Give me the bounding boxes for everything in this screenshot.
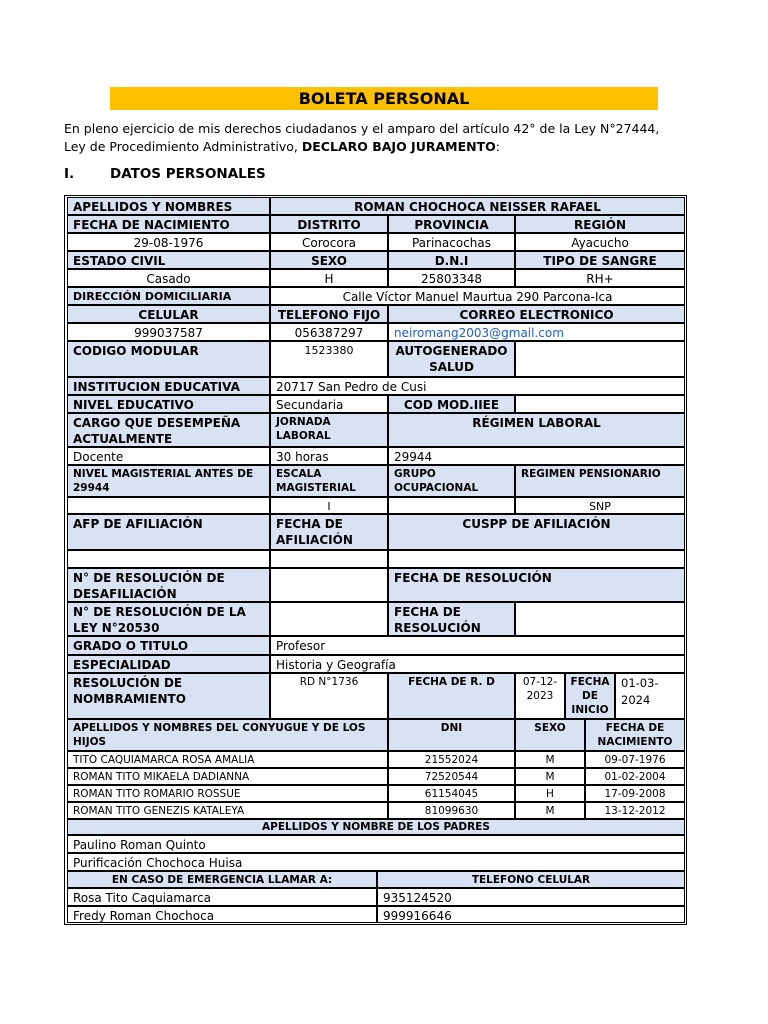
label-regimen-laboral: RÉGIMEN LABORAL bbox=[388, 413, 685, 447]
label-cod-mod-iiee: COD MOD.IIEE bbox=[388, 395, 515, 413]
familia-nombre: ROMAN TITO ROMARIO ROSSUE bbox=[67, 785, 388, 802]
label-grado: GRADO O TITULO bbox=[67, 636, 270, 655]
label-provincia: PROVINCIA bbox=[388, 215, 515, 233]
value-fecha-nac: 29-08-1976 bbox=[67, 233, 270, 251]
label-estado-civil: ESTADO CIVIL bbox=[67, 251, 270, 269]
value-tipo-sangre: RH+ bbox=[515, 269, 685, 287]
familia-sexo: H bbox=[515, 785, 585, 802]
value-cod-mod-iiee bbox=[515, 395, 685, 413]
label-res-desafiliacion: N° DE RESOLUCIÓN DE DESAFILIACIÓN bbox=[67, 568, 270, 602]
value-cuspp bbox=[388, 550, 685, 568]
familia-nombre: ROMAN TITO MIKAELA DADIANNA bbox=[67, 768, 388, 785]
value-apellidos: ROMAN CHOCHOCA NEISSER RAFAEL bbox=[270, 197, 685, 215]
value-afp bbox=[67, 550, 270, 568]
value-fecha-inicio: 01-03-2024 bbox=[615, 673, 685, 719]
value-estado-civil: Casado bbox=[67, 269, 270, 287]
value-jornada: 30 horas bbox=[270, 447, 388, 465]
label-sexo: SEXO bbox=[270, 251, 388, 269]
section-title: DATOS PERSONALES bbox=[110, 166, 266, 182]
label-emergencia: EN CASO DE EMERGENCIA LLAMAR A: bbox=[67, 871, 377, 888]
emergencia-nombre: Fredy Roman Chochoca bbox=[67, 906, 377, 923]
label-tipo-sangre: TIPO DE SANGRE bbox=[515, 251, 685, 269]
emergencia-nombre: Rosa Tito Caquiamarca bbox=[67, 888, 377, 906]
label-fecha-resolucion: FECHA DE RESOLUCIÓN bbox=[388, 568, 685, 602]
label-apellidos: APELLIDOS Y NOMBRES bbox=[67, 197, 270, 215]
label-fam-fecha: FECHA DE NACIMIENTO bbox=[585, 719, 685, 751]
label-institucion: INSTITUCION EDUCATIVA bbox=[67, 377, 270, 395]
value-institucion: 20717 San Pedro de Cusi bbox=[270, 377, 685, 395]
familia-dni: 61154045 bbox=[388, 785, 515, 802]
label-nivel-magisterial: NIVEL MAGISTERIAL ANTES DE 29944 bbox=[67, 465, 270, 497]
page-title: BOLETA PERSONAL bbox=[110, 87, 658, 110]
label-codigo-modular: CODIGO MODULAR bbox=[67, 341, 270, 377]
label-fecha-nac: FECHA DE NACIMIENTO bbox=[67, 215, 270, 233]
label-direccion: DIRECCIÓN DOMICILIARIA bbox=[67, 287, 270, 305]
value-res-nombramiento: RD N°1736 bbox=[270, 673, 388, 719]
value-especialidad: Historia y Geografía bbox=[270, 655, 685, 673]
value-res-ley bbox=[270, 602, 388, 636]
familia-fecha: 09-07-1976 bbox=[585, 751, 685, 768]
familia-sexo: M bbox=[515, 768, 585, 785]
value-provincia: Parinacochas bbox=[388, 233, 515, 251]
value-celular: 999037587 bbox=[67, 323, 270, 341]
label-cargo: CARGO QUE DESEMPEÑA ACTUALMENTE bbox=[67, 413, 270, 447]
label-celular: CELULAR bbox=[67, 305, 270, 323]
label-familia: APELLIDOS Y NOMBRES DEL CONYUGUE Y DE LOS HIJOS bbox=[67, 719, 388, 751]
section-number: I. bbox=[64, 166, 75, 182]
label-telefono-fijo: TELEFONO FIJO bbox=[270, 305, 388, 323]
familia-sexo: M bbox=[515, 802, 585, 819]
value-codigo-modular: 1523380 bbox=[270, 341, 388, 377]
label-tel-celular: TELEFONO CELULAR bbox=[377, 871, 685, 888]
value-region: Ayacucho bbox=[515, 233, 685, 251]
label-res-nombramiento: RESOLUCIÓN DE NOMBRAMIENTO bbox=[67, 673, 270, 719]
value-dni: 25803348 bbox=[388, 269, 515, 287]
familia-fecha: 01-02-2004 bbox=[585, 768, 685, 785]
value-escala: I bbox=[270, 497, 388, 514]
value-fecha-de-resolucion bbox=[515, 602, 685, 636]
value-autogenerado bbox=[515, 341, 685, 377]
familia-dni: 72520544 bbox=[388, 768, 515, 785]
value-nivel-magisterial bbox=[67, 497, 270, 514]
value-correo-link[interactable]: neiromang2003@gmail.com bbox=[388, 323, 685, 341]
familia-dni: 21552024 bbox=[388, 751, 515, 768]
familia-fecha: 17-09-2008 bbox=[585, 785, 685, 802]
intro-bold: DECLARO BAJO JURAMENTO bbox=[301, 139, 496, 154]
label-fecha-rd: FECHA DE R. D bbox=[388, 673, 515, 719]
label-fecha-inicio: FECHA DE INICIO bbox=[565, 673, 615, 719]
value-direccion: Calle Víctor Manuel Maurtua 290 Parcona-Ica bbox=[270, 287, 685, 305]
value-telefono-fijo: 056387297 bbox=[270, 323, 388, 341]
familia-nombre: ROMAN TITO GENEZIS KATALEYA bbox=[67, 802, 388, 819]
label-dni: D.N.I bbox=[388, 251, 515, 269]
familia-dni: 81099630 bbox=[388, 802, 515, 819]
label-escala: ESCALA MAGISTERIAL bbox=[270, 465, 388, 497]
label-autogenerado: AUTOGENERADO SALUD bbox=[388, 341, 515, 377]
emergencia-telefono: 999916646 bbox=[377, 906, 685, 923]
value-sexo: H bbox=[270, 269, 388, 287]
intro-text: En pleno ejercicio de mis derechos ciudadanos y el amparo del artículo 42° de la Ley N°27444, Ley de Procedimiento Administrativo, bbox=[64, 121, 660, 154]
label-afp: AFP DE AFILIACIÓN bbox=[67, 514, 270, 550]
familia-sexo: M bbox=[515, 751, 585, 768]
label-distrito: DISTRITO bbox=[270, 215, 388, 233]
label-fam-sexo: SEXO bbox=[515, 719, 585, 751]
label-cuspp: CUSPP DE AFILIACIÓN bbox=[388, 514, 685, 550]
padre-nombre: Paulino Roman Quinto bbox=[67, 835, 685, 853]
label-correo: CORREO ELECTRONICO bbox=[388, 305, 685, 323]
value-regimen-laboral: 29944 bbox=[388, 447, 685, 465]
value-fecha-rd: 07-12-2023 bbox=[515, 673, 565, 719]
value-grupo bbox=[388, 497, 515, 514]
label-region: REGIÓN bbox=[515, 215, 685, 233]
label-res-ley: N° DE RESOLUCIÓN DE LA LEY N°20530 bbox=[67, 602, 270, 636]
value-cargo: Docente bbox=[67, 447, 270, 465]
section-heading bbox=[64, 166, 266, 182]
value-fecha-afiliacion bbox=[270, 550, 388, 568]
label-padres: APELLIDOS Y NOMBRE DE LOS PADRES bbox=[67, 819, 685, 835]
intro-end: : bbox=[495, 139, 500, 154]
label-regimen-pensionario: REGIMEN PENSIONARIO bbox=[515, 465, 685, 497]
label-jornada: JORNADA LABORAL bbox=[270, 413, 388, 447]
label-fecha-afiliacion: FECHA DE AFILIACIÓN bbox=[270, 514, 388, 550]
label-fam-dni: DNI bbox=[388, 719, 515, 751]
label-fecha-de-resolucion: FECHA DE RESOLUCIÓN bbox=[388, 602, 515, 636]
value-grado: Profesor bbox=[270, 636, 685, 655]
intro-paragraph bbox=[64, 120, 684, 156]
label-nivel: NIVEL EDUCATIVO bbox=[67, 395, 270, 413]
familia-fecha: 13-12-2012 bbox=[585, 802, 685, 819]
label-especialidad: ESPECIALIDAD bbox=[67, 655, 270, 673]
value-nivel: Secundaria bbox=[270, 395, 388, 413]
value-res-desafiliacion bbox=[270, 568, 388, 602]
emergencia-telefono: 935124520 bbox=[377, 888, 685, 906]
value-regimen-pensionario: SNP bbox=[515, 497, 685, 514]
madre-nombre: Purificación Chochoca Huisa bbox=[67, 853, 685, 871]
familia-nombre: TITO CAQUIAMARCA ROSA AMALIA bbox=[67, 751, 388, 768]
label-grupo: GRUPO OCUPACIONAL bbox=[388, 465, 515, 497]
value-distrito: Corocora bbox=[270, 233, 388, 251]
